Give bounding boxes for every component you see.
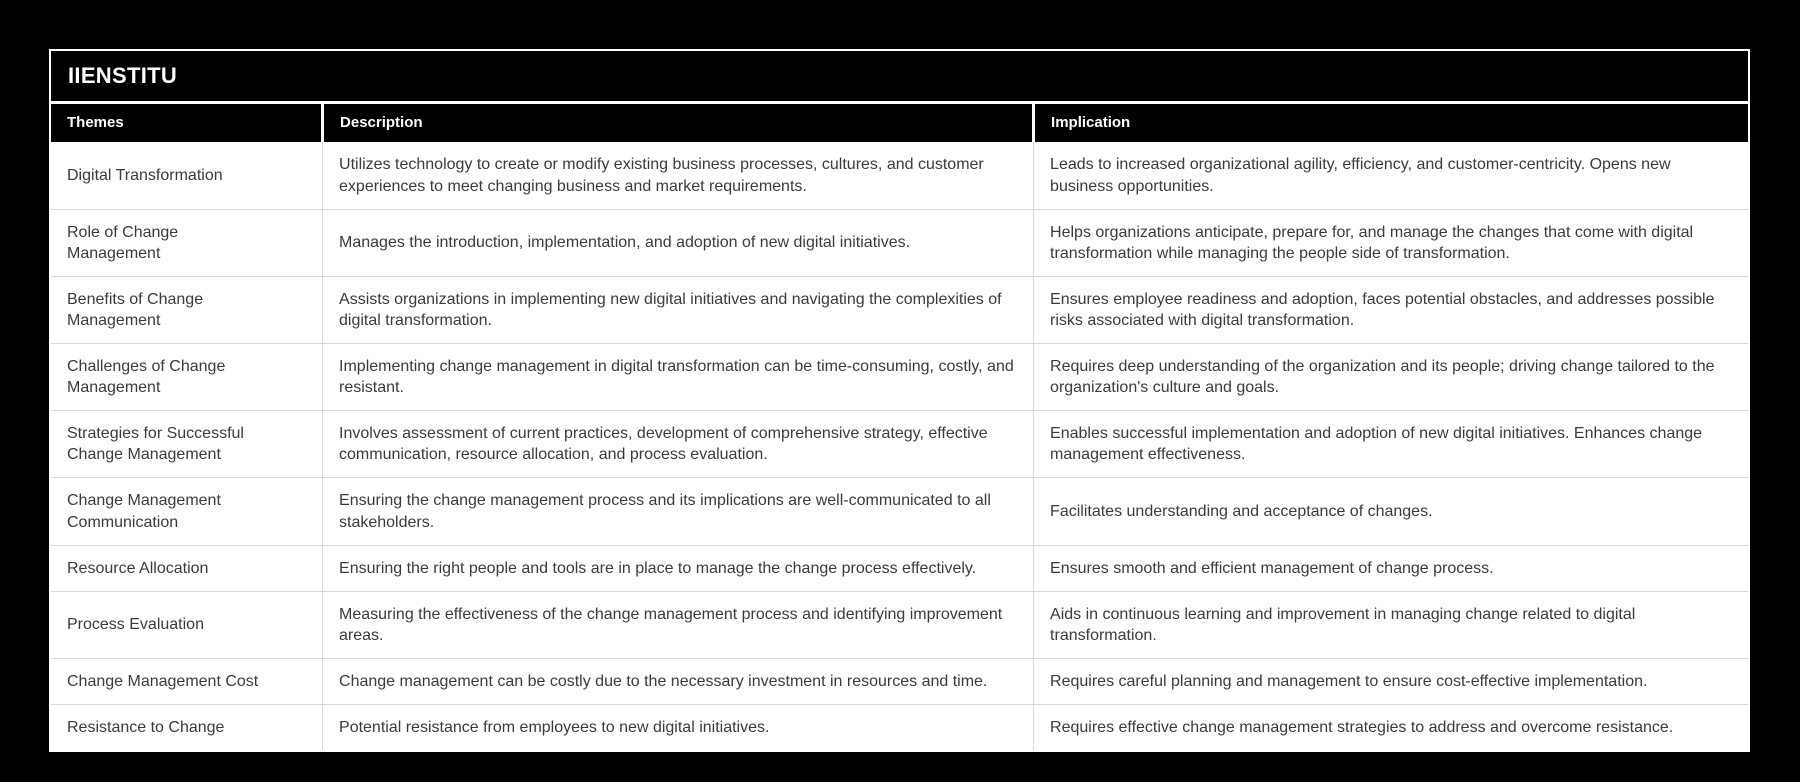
column-header-implication: Implication — [1034, 104, 1748, 142]
table-body — [51, 142, 1748, 750]
implication-cell: Requires deep understanding of the organization and its people; driving change tailored to the organization's culture and goals. — [1034, 344, 1748, 411]
description-cell: Ensuring the right people and tools are in place to manage the change process effectively. — [323, 545, 1034, 591]
implication-cell: Facilitates understanding and acceptance of changes. — [1034, 478, 1748, 545]
table-row — [51, 545, 1748, 591]
description-cell: Implementing change management in digital transformation can be time-consuming, costly, and resistant. — [323, 344, 1034, 411]
implication-cell: Aids in continuous learning and improvement in managing change related to digital transformation. — [1034, 591, 1748, 658]
theme-cell: Resource Allocation — [51, 545, 323, 591]
description-cell: Utilizes technology to create or modify existing business processes, cultures, and customer experiences to meet changing business and market requirements. — [323, 142, 1034, 209]
theme-cell: Role of Change Management — [51, 209, 323, 276]
implication-cell: Leads to increased organizational agility, efficiency, and customer-centricity. Opens new business opportunities. — [1034, 142, 1748, 209]
table-row — [51, 705, 1748, 751]
description-cell: Potential resistance from employees to new digital initiatives. — [323, 705, 1034, 751]
table-title: IIENSTITU — [51, 51, 1748, 104]
theme-cell: Change Management Cost — [51, 659, 323, 705]
table-row — [51, 478, 1748, 545]
theme-cell: Digital Transformation — [67, 166, 223, 184]
implication-cell: Requires effective change management strategies to address and overcome resistance. — [1034, 705, 1748, 751]
theme-cell: Process Evaluation — [51, 591, 323, 658]
implication-cell: Ensures smooth and efficient management of change process. — [1034, 545, 1748, 591]
implication-cell: Enables successful implementation and adoption of new digital initiatives. Enhances change management effectiveness. — [1034, 411, 1748, 478]
table-row — [51, 659, 1748, 705]
description-cell: Manages the introduction, implementation, and adoption of new digital initiatives. — [323, 209, 1034, 276]
description-cell: Ensuring the change management process and its implications are well-communicated to all stakeholders. — [323, 478, 1034, 545]
table-row — [51, 591, 1748, 658]
theme-cell: Resistance to Change — [51, 705, 323, 751]
theme-cell: Benefits of Change Management — [51, 276, 323, 343]
description-cell: Involves assessment of current practices, development of comprehensive strategy, effective communication, resource allocation, and process evaluation. — [323, 411, 1034, 478]
implication-cell: Ensures employee readiness and adoption, faces potential obstacles, and addresses possible risks associated with digital transformation. — [1034, 276, 1748, 343]
description-cell: Change management can be costly due to the necessary investment in resources and time. — [323, 659, 1034, 705]
implication-cell: Helps organizations anticipate, prepare for, and manage the changes that come with digital transformation while managing the people side of transformation. — [1034, 209, 1748, 276]
column-header-description: Description — [323, 104, 1034, 142]
theme-cell: Challenges of Change Management — [51, 344, 323, 411]
table-row — [51, 276, 1748, 343]
column-header-themes: Themes — [51, 104, 323, 142]
table-row — [51, 411, 1748, 478]
description-cell: Measuring the effectiveness of the change management process and identifying improvement areas. — [323, 591, 1034, 658]
theme-cell: Change Management Communication — [51, 478, 323, 545]
table-row — [51, 344, 1748, 411]
description-cell: Assists organizations in implementing new digital initiatives and navigating the complexities of digital transformation. — [323, 276, 1034, 343]
implication-cell: Requires careful planning and management to ensure cost-effective implementation. — [1034, 659, 1748, 705]
theme-cell: Strategies for Successful Change Management — [51, 411, 323, 478]
themes-table — [51, 104, 1748, 750]
themes-table-card — [49, 49, 1750, 752]
table-row — [51, 209, 1748, 276]
table-header — [51, 104, 1748, 142]
table-header-row — [51, 104, 1748, 142]
table-row — [51, 142, 1748, 209]
